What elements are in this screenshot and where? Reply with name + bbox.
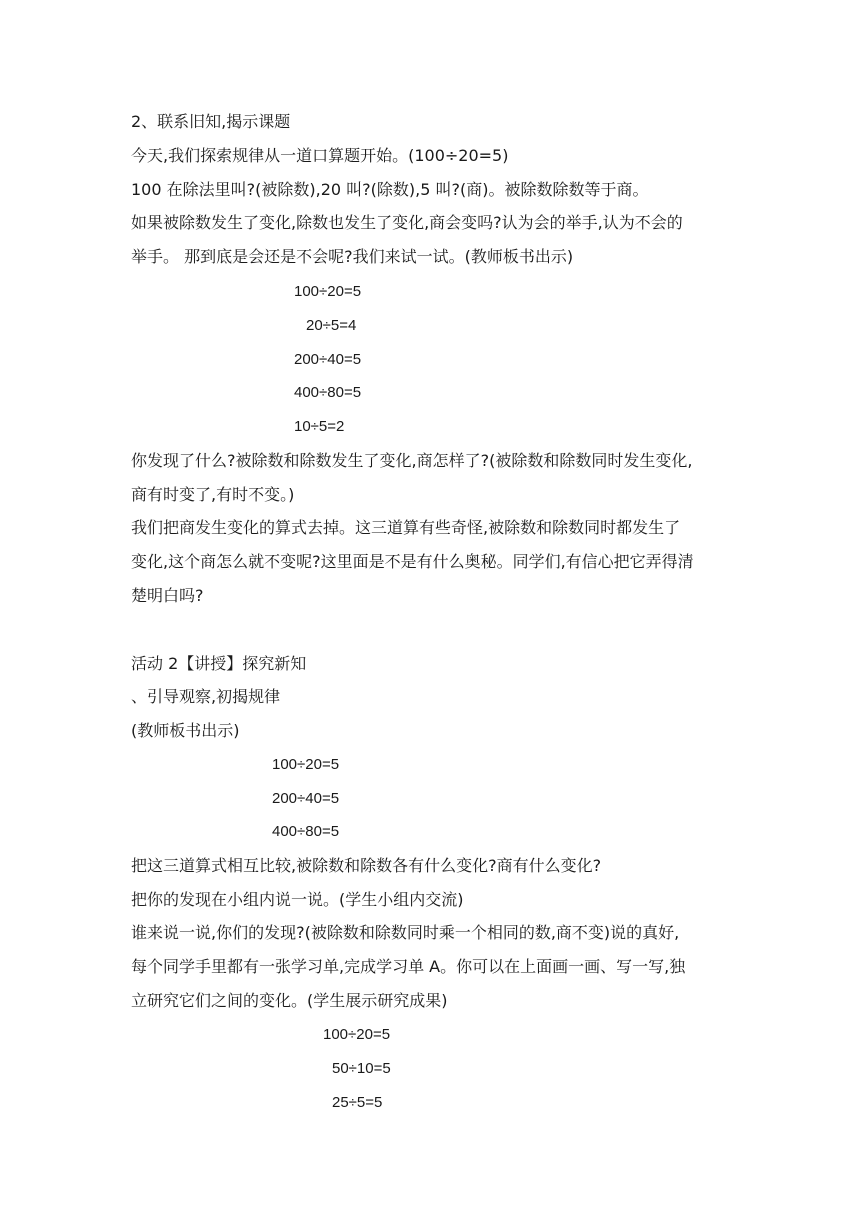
paragraph: 楚明白吗? [131,586,204,605]
paragraph: 商有时变了,有时不变。) [131,485,295,504]
paragraph: 我们把商发生变化的算式去掉。这三道算有些奇怪,被除数和除数同时都发生了 [131,518,681,537]
paragraph: 把这三道算式相互比较,被除数和除数各有什么变化?商有什么变化? [131,856,602,875]
paragraph: 举手。 那到底是会还是不会呢?我们来试一试。(教师板书出示) [131,247,574,266]
paragraph: 把你的发现在小组内说一说。(学生小组内交流) [131,890,464,909]
paragraph: 100 在除法里叫?(被除数),20 叫?(除数),5 叫?(商)。被除数除数等于商。 [131,180,649,199]
equation: 200÷40=5 [272,790,340,807]
equation: 50÷10=5 [332,1060,391,1077]
section-heading: 活动 2【讲授】探究新知 [131,654,307,673]
paragraph: (教师板书出示) [131,721,240,740]
equation: 20÷5=4 [306,317,357,334]
paragraph: 你发现了什么?被除数和除数发生了变化,商怎样了?(被除数和除数同时发生变化, [131,451,693,470]
equation: 400÷80=5 [272,823,340,840]
equation: 10÷5=2 [294,418,345,435]
paragraph: 今天,我们探索规律从一道口算题开始。(100÷20=5) [131,146,509,165]
equation: 400÷80=5 [294,384,362,401]
paragraph: 谁来说一说,你们的发现?(被除数和除数同时乘一个相同的数,商不变)说的真好, [131,923,680,942]
equation: 100÷20=5 [323,1026,391,1043]
equation: 100÷20=5 [294,283,362,300]
equation: 25÷5=5 [332,1094,383,1111]
paragraph: 如果被除数发生了变化,除数也发生了变化,商会变吗?认为会的举手,认为不会的 [131,213,683,232]
equation: 100÷20=5 [272,756,340,773]
equation: 200÷40=5 [294,351,362,368]
paragraph: 立研究它们之间的变化。(学生展示研究成果) [131,991,448,1010]
section-heading: 2、联系旧知,揭示课题 [131,112,291,131]
paragraph: 每个同学手里都有一张学习单,完成学习单 A。你可以在上面画一画、写一写,独 [131,957,686,976]
subheading: 、引导观察,初揭规律 [131,687,281,706]
paragraph: 变化,这个商怎么就不变呢?这里面是不是有什么奥秘。同学们,有信心把它弄得清 [131,552,694,571]
